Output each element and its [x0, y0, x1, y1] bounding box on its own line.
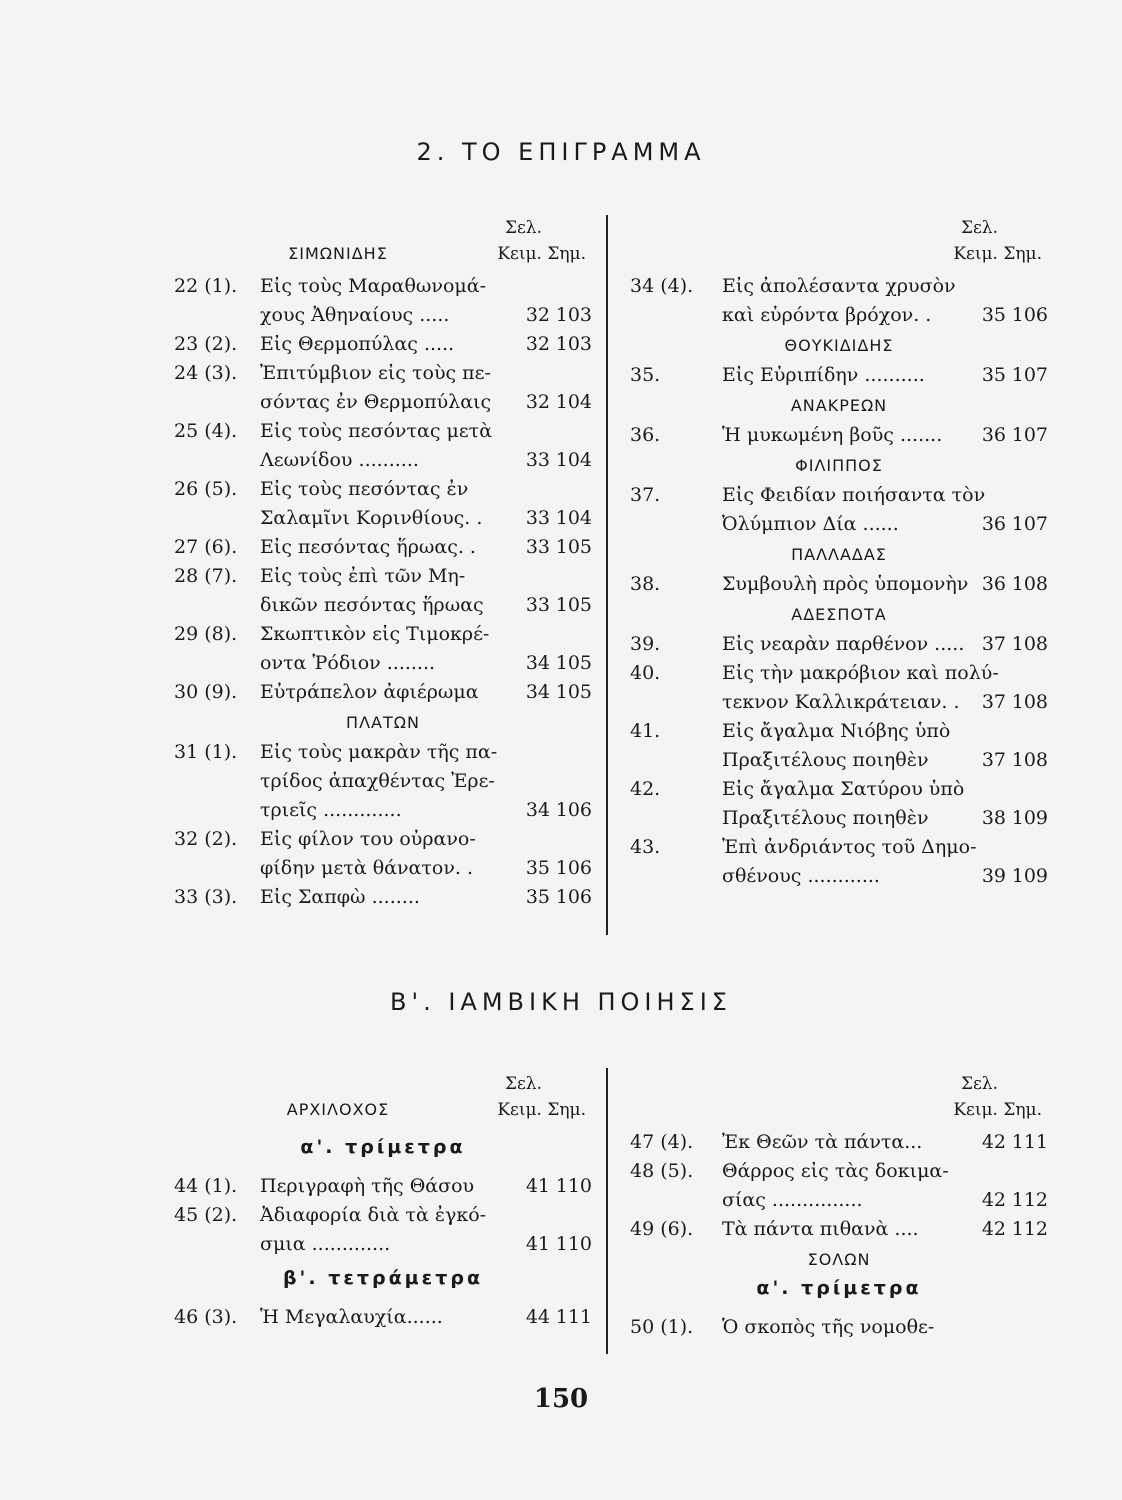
entry-title: [260, 1303, 518, 1332]
entry-title-line: τριεῖς .............: [260, 799, 402, 821]
entry-title-line: Εἰς Σαπφὼ ........: [260, 886, 420, 908]
entry-title-line: Εἰς τοὺς μακρὰν τῆς πα-: [260, 741, 498, 763]
entry-list: [624, 1128, 1054, 1244]
meter-heading: α'. τρίμετρα: [756, 1277, 922, 1299]
entry-number: 38.: [630, 573, 661, 595]
entry-title-line: Εἰς φίλον του οὐρανο-: [260, 828, 476, 850]
entry-note-page: 105: [555, 594, 592, 616]
entry-note-page: 107: [1011, 424, 1048, 446]
entry-number: 35.: [630, 364, 661, 386]
entry-list: [168, 1172, 598, 1259]
toc-entry: [624, 717, 1054, 775]
entry-note-page: 103: [555, 304, 592, 326]
entry-list: [168, 1303, 598, 1332]
section-title-iambic: Β'. ΙΑΜΒΙΚΗ ΠΟΙΗΣΙΣ: [390, 988, 732, 1016]
column-header: [624, 1072, 1054, 1128]
entry-text-page: 35: [981, 364, 1006, 386]
entry-title-line: Εἰς τοὺς πεσόντας ἐν: [260, 478, 469, 500]
entry-number: 46 (3).: [174, 1306, 238, 1328]
entry-title: [260, 475, 518, 533]
entry-title: [260, 533, 518, 562]
entry-number: 37.: [630, 484, 661, 506]
toc-entry: [624, 833, 1054, 891]
col-label-text-note: Κειμ. Σημ.: [953, 1100, 1042, 1120]
entry-text-page: 33: [525, 507, 550, 529]
entry-title-line: Ἐπιτύμβιον εἰς τοὺς πε-: [260, 362, 491, 384]
entry-note-page: 103: [555, 333, 592, 355]
entry-text-page: 34: [525, 652, 550, 674]
entry-list: [624, 481, 1054, 539]
entry-text-page: 38: [981, 807, 1006, 829]
entry-number: 25 (4).: [174, 420, 238, 442]
entry-title: [260, 417, 518, 475]
toc-entry: [624, 1128, 1054, 1157]
entry-note-page: 107: [1011, 364, 1048, 386]
entry-title-line: σόντας ἐν Θερμοπύλαις: [260, 391, 492, 413]
entry-number: 49 (6).: [630, 1218, 694, 1240]
col-label-page: Σελ.: [960, 218, 998, 238]
col-label-text-note: Κειμ. Σημ.: [497, 1100, 586, 1120]
toc-entry: [624, 1215, 1054, 1244]
entry-title-line: Θάρρος εἰς τὰς δοκιμα-: [722, 1160, 949, 1182]
entry-title-line: σίας ...............: [722, 1189, 863, 1211]
entry-title: [722, 570, 974, 599]
entry-number: 22 (1).: [174, 275, 238, 297]
entry-note-page: 108: [1011, 573, 1048, 595]
entry-note-page: 112: [1011, 1218, 1048, 1240]
col-label-page: Σελ.: [504, 1074, 542, 1094]
entry-title-line: Ὀλύμπιον Δία ......: [722, 513, 899, 535]
entry-title: [260, 330, 518, 359]
grouped-entries: [624, 330, 1054, 891]
entry-number: 27 (6).: [174, 536, 238, 558]
toc-entry: [168, 359, 598, 417]
entry-title-line: φίδην μετὰ θάνατον. .: [260, 857, 474, 879]
entry-number: 31 (1).: [174, 741, 238, 763]
entry-number: 42.: [630, 778, 661, 800]
column-divider: [606, 1068, 608, 1354]
col-label-text-note: Κειμ. Σημ.: [953, 244, 1042, 264]
entry-title-line: Ἡ Μεγαλαυχία......: [260, 1306, 443, 1328]
entry-title-line: Εἰς τοὺς πεσόντας μετὰ: [260, 420, 493, 442]
entry-title-line: Εἰς τοὺς Μαραθωνομά-: [260, 275, 486, 297]
entry-title-line: δικῶν πεσόντας ἥρωας: [260, 594, 484, 616]
entry-text-page: 34: [525, 799, 550, 821]
entry-number: 45 (2).: [174, 1204, 238, 1226]
entry-title: [260, 825, 518, 883]
author-heading: ΣΟΛΩΝ: [807, 1250, 871, 1269]
author-heading: ΠΛΑΤΩΝ: [346, 713, 420, 732]
entry-text-page: 36: [981, 573, 1006, 595]
toc-entry: [624, 1157, 1054, 1215]
toc-entry: [624, 481, 1054, 539]
column-header: [624, 216, 1054, 272]
entry-text-page: 36: [981, 424, 1006, 446]
author-heading: ΘΟΥΚΙΔΙΔΗΣ: [784, 336, 894, 355]
entry-title-line: Εἰς πεσόντας ἥρωας. .: [260, 536, 476, 558]
entry-title: [722, 775, 974, 833]
entry-note-page: 110: [555, 1175, 592, 1197]
entry-title: [260, 1201, 518, 1259]
author-heading: ΣΙΜΩΝΙΔΗΣ: [288, 244, 388, 263]
entry-title-line: χους Ἀθηναίους .....: [260, 304, 450, 326]
toc-entry: [168, 1303, 598, 1332]
entry-note-page: 108: [1011, 691, 1048, 713]
entry-text-page: 37: [981, 633, 1006, 655]
entry-title-line: Σαλαμῖνι Κορινθίους. .: [260, 507, 483, 529]
entry-title-line: Εἰς τὴν μακρόβιον καὶ πολύ-: [722, 662, 999, 684]
entry-title-line: σμια .............: [260, 1233, 391, 1255]
entry-title: [260, 562, 518, 620]
entry-text-page: 41: [525, 1233, 550, 1255]
entry-number: 28 (7).: [174, 565, 238, 587]
entry-title: [260, 272, 518, 330]
entry-title-line: οντα Ῥόδιον ........: [260, 652, 436, 674]
entry-title-line: σθένους ............: [722, 865, 880, 887]
toc-entry: [624, 361, 1054, 390]
entry-text-page: 32: [525, 304, 550, 326]
entry-note-page: 106: [555, 886, 592, 908]
entry-note-page: 105: [555, 652, 592, 674]
entry-number: 32 (2).: [174, 828, 238, 850]
toc-entry: [624, 630, 1054, 659]
entry-text-page: 39: [981, 865, 1006, 887]
entry-title-line: Εὐτράπελον ἀφιέρωμα: [260, 681, 479, 703]
entry-title: [722, 361, 974, 390]
entry-list: [168, 738, 598, 912]
entry-list: [624, 570, 1054, 599]
toc-entry: [168, 1201, 598, 1259]
section2-right-column: [624, 1072, 1054, 1342]
entry-list: [168, 272, 598, 707]
entry-title-line: Εἰς ἀπολέσαντα χρυσὸν: [722, 275, 956, 297]
entry-title: [260, 359, 518, 417]
toc-entry: [624, 1313, 1054, 1342]
toc-entry: [168, 533, 598, 562]
entry-text-page: 37: [981, 691, 1006, 713]
entry-title-line: Πραξιτέλους ποιηθὲν: [722, 749, 929, 771]
entry-title-line: Τὰ πάντα πιθανὰ ....: [722, 1218, 919, 1240]
section1-right-column: [624, 216, 1054, 891]
entry-text-page: 41: [525, 1175, 550, 1197]
entry-number: 40.: [630, 662, 661, 684]
entry-text-page: 32: [525, 391, 550, 413]
entry-text-page: 42: [981, 1189, 1006, 1211]
entry-number: 30 (9).: [174, 681, 238, 703]
entry-title-line: Ὁ σκοπὸς τῆς νομοθε-: [722, 1316, 935, 1338]
entry-number: 29 (8).: [174, 623, 238, 645]
toc-entry: [624, 421, 1054, 450]
meter-heading: β'. τετράμετρα: [282, 1267, 484, 1289]
entry-text-page: 36: [981, 513, 1006, 535]
entry-title: [722, 833, 977, 891]
author-heading: ΑΝΑΚΡΕΩΝ: [790, 396, 888, 415]
entry-note-page: 109: [1011, 865, 1048, 887]
entry-title-line: Συμβουλὴ πρὸς ὑπομονὴν: [722, 573, 969, 595]
entry-title-line: Σκωπτικὸν εἰς Τιμοκρέ-: [260, 623, 490, 645]
entry-note-page: 111: [555, 1306, 592, 1328]
entry-number: 39.: [630, 633, 661, 655]
entry-title: [722, 1128, 974, 1157]
entry-title: [722, 272, 974, 330]
entry-number: 26 (5).: [174, 478, 238, 500]
entry-note-page: 105: [555, 536, 592, 558]
entry-title: [722, 630, 974, 659]
entry-title: [722, 717, 974, 775]
author-heading: ΦΙΛΙΠΠΟΣ: [795, 456, 883, 475]
section-title-epigram: 2. ΤΟ ΕΠΙΓΡΑΜΜΑ: [416, 138, 706, 166]
col-label-text-note: Κειμ. Σημ.: [497, 244, 586, 264]
column-divider: [606, 215, 608, 935]
entry-title: [260, 620, 518, 678]
toc-entry: [624, 775, 1054, 833]
entry-note-page: 104: [555, 507, 592, 529]
entry-text-page: 35: [525, 857, 550, 879]
entry-list: [624, 421, 1054, 450]
entry-title-line: Ἡ μυκωμένη βοῦς .......: [722, 424, 943, 446]
entry-text-page: 37: [981, 749, 1006, 771]
col-label-page: Σελ.: [960, 1074, 998, 1094]
entry-text-page: 42: [981, 1131, 1006, 1153]
toc-entry: [624, 570, 1054, 599]
entry-title-line: Ἀδιαφορία διὰ τὰ ἐγκό-: [260, 1204, 487, 1226]
entry-note-page: 109: [1011, 807, 1048, 829]
entry-list: [624, 272, 1054, 330]
entry-note-page: 111: [1011, 1131, 1048, 1153]
section2-left-column: [168, 1072, 598, 1332]
entry-title-line: Εἰς Θερμοπύλας .....: [260, 333, 455, 355]
entry-note-page: 106: [555, 799, 592, 821]
author-heading: ΠΑΛΛΑΔΑΣ: [791, 545, 887, 564]
entry-text-page: 33: [525, 536, 550, 558]
entry-number: 24 (3).: [174, 362, 238, 384]
entry-title: [722, 481, 986, 539]
entry-number: 34 (4).: [630, 275, 694, 297]
toc-entry: [168, 475, 598, 533]
entry-title-line: Περιγραφὴ τῆς Θάσου: [260, 1175, 475, 1197]
entry-note-page: 108: [1011, 749, 1048, 771]
entry-title: [260, 738, 518, 825]
entry-note-page: 110: [555, 1233, 592, 1255]
entry-number: 36.: [630, 424, 661, 446]
author-heading: ΑΔΕΣΠΟΤΑ: [791, 605, 887, 624]
entry-note-page: 108: [1011, 633, 1048, 655]
toc-entry: [168, 1172, 598, 1201]
entry-title: [722, 1157, 974, 1215]
entry-number: 47 (4).: [630, 1131, 694, 1153]
entry-note-page: 112: [1011, 1189, 1048, 1211]
section1-left-column: [168, 216, 598, 912]
toc-entry: [168, 562, 598, 620]
toc-entry: [168, 825, 598, 883]
entry-title: [722, 1313, 974, 1342]
entry-title-line: τρίδος ἀπαχθέντας Ἐρε-: [260, 770, 495, 792]
entry-note-page: 106: [1011, 304, 1048, 326]
author-heading: ΑΡΧΙΛΟΧΟΣ: [286, 1100, 390, 1119]
col-label-page: Σελ.: [504, 218, 542, 238]
entry-note-page: 104: [555, 449, 592, 471]
entry-number: 48 (5).: [630, 1160, 694, 1182]
entry-title-line: Ἐπὶ ἀνδριάντος τοῦ Δημο-: [722, 836, 977, 858]
entry-number: 23 (2).: [174, 333, 238, 355]
entry-number: 41.: [630, 720, 661, 742]
toc-entry: [168, 417, 598, 475]
entry-title-line: Εἰς τοὺς ἐπὶ τῶν Μη-: [260, 565, 466, 587]
column-header: [168, 216, 598, 272]
entry-list: [624, 361, 1054, 390]
toc-entry: [168, 330, 598, 359]
entry-title: [260, 1172, 518, 1201]
entry-title-line: Εἰς ἄγαλμα Νιόβης ὑπὸ: [722, 720, 951, 742]
entry-list: [624, 1313, 1054, 1342]
entry-title-line: τεκνον Καλλικράτειαν. .: [722, 691, 960, 713]
toc-entry: [624, 272, 1054, 330]
entry-text-page: 35: [525, 886, 550, 908]
entry-text-page: 44: [525, 1306, 550, 1328]
entry-title-line: Πραξιτέλους ποιηθὲν: [722, 807, 929, 829]
entry-title: [260, 678, 518, 707]
entry-number: 43.: [630, 836, 661, 858]
entry-title: [722, 1215, 974, 1244]
entry-title-line: Λεωνίδου ..........: [260, 449, 419, 471]
entry-title-line: Εἰς ἄγαλμα Σατύρου ὑπὸ: [722, 778, 965, 800]
entry-number: 50 (1).: [630, 1316, 694, 1338]
entry-title-line: Εἰς Εὐριπίδην ..........: [722, 364, 925, 386]
meter-heading: α'. τρίμετρα: [300, 1136, 466, 1158]
entry-text-page: 34: [525, 681, 550, 703]
toc-entry: [168, 272, 598, 330]
entry-number: 44 (1).: [174, 1175, 238, 1197]
entry-note-page: 104: [555, 391, 592, 413]
toc-entry: [168, 620, 598, 678]
entry-title-line: καὶ εὑρόντα βρόχον. .: [722, 304, 932, 326]
entry-text-page: 33: [525, 449, 550, 471]
column-header: [168, 1072, 598, 1128]
toc-entry: [168, 678, 598, 707]
entry-list: [624, 630, 1054, 891]
entry-title-line: Εἰς νεαρὰν παρθένον .....: [722, 633, 965, 655]
entry-title: [722, 421, 974, 450]
entry-note-page: 107: [1011, 513, 1048, 535]
entry-title-line: Εἰς Φειδίαν ποιήσαντα τὸν: [722, 484, 986, 506]
entry-number: 33 (3).: [174, 886, 238, 908]
entry-text-page: 42: [981, 1218, 1006, 1240]
entry-title-line: Ἐκ Θεῶν τὰ πάντα...: [722, 1131, 923, 1153]
toc-entry: [624, 659, 1054, 717]
entry-title: [260, 883, 518, 912]
entry-text-page: 32: [525, 333, 550, 355]
toc-entry: [168, 883, 598, 912]
toc-entry: [168, 738, 598, 825]
page-number: 150: [533, 1384, 589, 1414]
entry-note-page: 106: [555, 857, 592, 879]
entry-text-page: 35: [981, 304, 1006, 326]
entry-text-page: 33: [525, 594, 550, 616]
entry-note-page: 105: [555, 681, 592, 703]
